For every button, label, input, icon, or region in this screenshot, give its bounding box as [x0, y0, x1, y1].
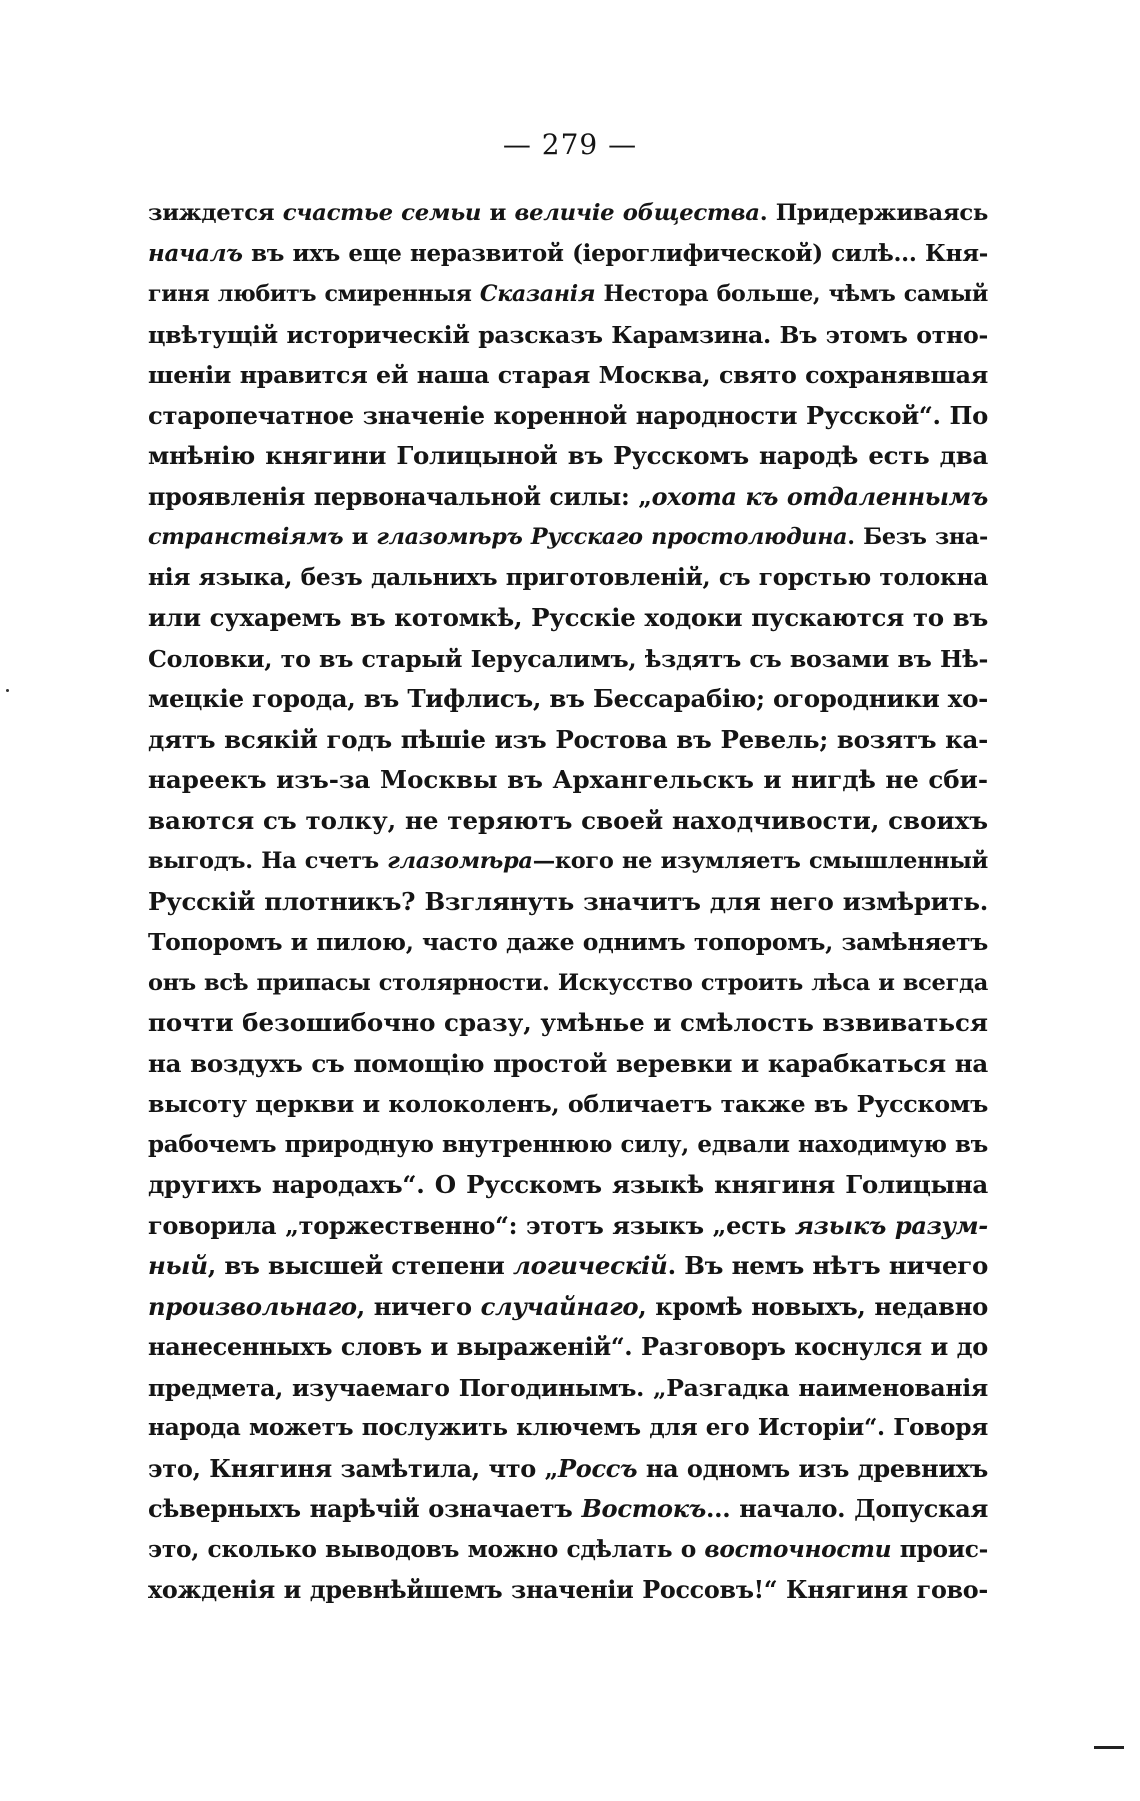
text-segment: цвѣтущій историческій разсказъ Карамзина. Въ этомъ отно-: [148, 320, 988, 349]
text-segment: , ничего: [356, 1291, 481, 1321]
italic-text: логическій: [512, 1251, 668, 1280]
italic-text: глазомѣръ Русскаго простолюдина: [376, 524, 848, 550]
text-segment: старопечатное значеніе коренной народности Русской“. По: [148, 400, 988, 430]
text-segment: проис-: [891, 1535, 988, 1563]
text-line: [148, 1327, 988, 1368]
text-segment: онъ всѣ припасы столярности. Искусство строить лѣса и всегда: [148, 969, 988, 996]
text-segment: , въ высшей степени: [207, 1251, 513, 1280]
text-segment: на одномъ изъ древнихъ: [637, 1453, 988, 1483]
text-line: [148, 234, 988, 275]
text-segment: и: [343, 524, 377, 550]
text-segment: другихъ народахъ“. О Русскомъ языкѣ княгиня Голицына: [148, 1170, 988, 1199]
text-line: [148, 1449, 988, 1490]
text-segment: , кромѣ новыхъ, недавно: [638, 1291, 988, 1321]
italic-text: Сказанія: [479, 281, 596, 307]
text-line: [148, 396, 988, 437]
text-line: [148, 922, 988, 963]
text-segment: Топоромъ и пилою, часто даже однимъ топоромъ, замѣняетъ: [148, 928, 988, 956]
text-line: [148, 801, 988, 842]
margin-mark: [6, 689, 9, 692]
text-line: [148, 1084, 988, 1125]
text-line: [148, 1489, 988, 1530]
text-line: [148, 1165, 988, 1206]
italic-text: охота къ отдаленнымъ: [651, 482, 988, 511]
text-segment: на воздухъ съ помощію простой веревки и карабкаться на: [148, 1048, 988, 1078]
text-line: [148, 355, 988, 396]
italic-text: странствіямъ: [148, 524, 344, 550]
text-segment: . Безъ зна-: [847, 524, 988, 550]
text-segment: предмета, изучаемаго Погодинымъ. „Разгадка наименованія: [148, 1373, 988, 1402]
text-line: [148, 1125, 988, 1166]
text-line: [148, 274, 988, 315]
italic-text: восточности: [704, 1535, 892, 1563]
text-segment: говорила „торжественно“: этотъ языкъ „есть: [148, 1210, 795, 1240]
text-segment: Русскій плотникъ? Взглянуть значитъ для него измѣрить.: [148, 886, 988, 916]
text-line: [148, 1408, 988, 1449]
text-line: [148, 1246, 988, 1287]
text-segment: . Въ немъ нѣтъ ничего: [667, 1251, 988, 1280]
text-line: [148, 963, 988, 1004]
text-line: [148, 193, 988, 234]
margin-dash: [1094, 1746, 1124, 1749]
text-segment: сѣверныхъ нарѣчій означаетъ: [148, 1494, 582, 1523]
text-line: [148, 1003, 988, 1044]
text-segment: нанесенныхъ словъ и выраженій“. Разговоръ коснулся и до: [148, 1332, 988, 1361]
italic-text: произвольнаго: [148, 1291, 357, 1321]
text-line: [148, 1044, 988, 1085]
text-line: [148, 720, 988, 761]
text-line: [148, 436, 988, 477]
text-line: [148, 1368, 988, 1409]
text-segment: высоту церкви и колоколенъ, обличаетъ также въ Русскомъ: [148, 1090, 988, 1118]
italic-text: глазомѣра: [387, 848, 533, 874]
text-segment: и: [481, 200, 515, 226]
italic-text: счастье семьи: [282, 200, 482, 226]
text-line: [148, 841, 988, 882]
body-text: [148, 193, 988, 1611]
text-line: [148, 679, 988, 720]
text-segment: почти безошибочно сразу, умѣнье и смѣлость взвиваться: [148, 1008, 988, 1037]
text-line: [148, 760, 988, 801]
text-segment: ваются съ толку, не теряютъ своей находчивости, своихъ: [148, 805, 988, 835]
text-segment: нія языка, безъ дальнихъ приготовленій, съ горстью толокна: [148, 563, 988, 591]
text-segment: ... начало. Допуская: [706, 1494, 988, 1523]
text-line: [148, 639, 988, 680]
text-line: [148, 1530, 988, 1571]
text-segment: —кого не изумляетъ смышленный: [532, 848, 988, 874]
text-line: [148, 1206, 988, 1247]
text-segment: выгодъ. На счетъ: [148, 848, 388, 874]
text-segment: . Придерживаясь: [759, 200, 988, 226]
italic-text: величіе общества: [514, 200, 760, 226]
italic-text: Востокъ: [581, 1494, 706, 1523]
text-line: [148, 1287, 988, 1328]
text-line: [148, 315, 988, 356]
text-segment: Соловки, то въ старый Іерусалимъ, ѣздятъ съ возами въ Нѣ-: [148, 644, 988, 673]
text-segment: въ ихъ еще неразвитой (іероглифической) силѣ... Кня-: [242, 239, 988, 267]
text-segment: рабочемъ природную внутреннюю силу, едвали находимую въ: [148, 1130, 988, 1158]
page-number: — 279 —: [502, 128, 638, 161]
text-line: [148, 517, 988, 558]
text-segment: нареекъ изъ-за Москвы въ Архангельскъ и нигдѣ не сби-: [148, 765, 988, 794]
text-line: [148, 882, 988, 923]
text-segment: шеніи нравится ей наша старая Москва, свято сохранявшая: [148, 361, 988, 389]
text-line: [148, 558, 988, 599]
text-segment: это, Княгиня замѣтила, что „: [148, 1453, 559, 1483]
italic-text: языкъ разум-: [794, 1210, 988, 1240]
text-line: [148, 1570, 988, 1611]
text-segment: зиждется: [148, 200, 283, 226]
text-segment: мнѣнію княгини Голицыной въ Русскомъ народѣ есть два: [148, 441, 988, 470]
text-segment: это, сколько выводовъ можно сдѣлать о: [148, 1535, 705, 1563]
text-segment: хожденія и древнѣйшемъ значеніи Россовъ!“ Княгиня гово-: [148, 1576, 988, 1604]
text-line: [148, 598, 988, 639]
italic-text: случайнаго: [480, 1291, 639, 1321]
text-segment: проявленія первоначальной силы: „: [148, 482, 652, 511]
text-segment: или сухаремъ въ котомкѣ, Русскіе ходоки пускаются то въ: [148, 603, 988, 632]
italic-text: Россъ: [558, 1453, 638, 1483]
text-segment: Нестора больше, чѣмъ самый: [595, 281, 988, 307]
text-segment: дятъ всякій годъ пѣшіе изъ Ростова въ Ревель; возятъ ка-: [148, 724, 988, 754]
text-line: [148, 477, 988, 518]
text-segment: гиня любитъ смиренныя: [148, 281, 480, 307]
text-segment: народа можетъ послужить ключемъ для его Исторіи“. Говоря: [148, 1414, 988, 1441]
text-segment: мецкіе города, въ Тифлисъ, въ Бессарабію; огородники хо-: [148, 684, 988, 713]
italic-text: началъ: [148, 239, 243, 267]
italic-text: ный: [148, 1251, 208, 1280]
